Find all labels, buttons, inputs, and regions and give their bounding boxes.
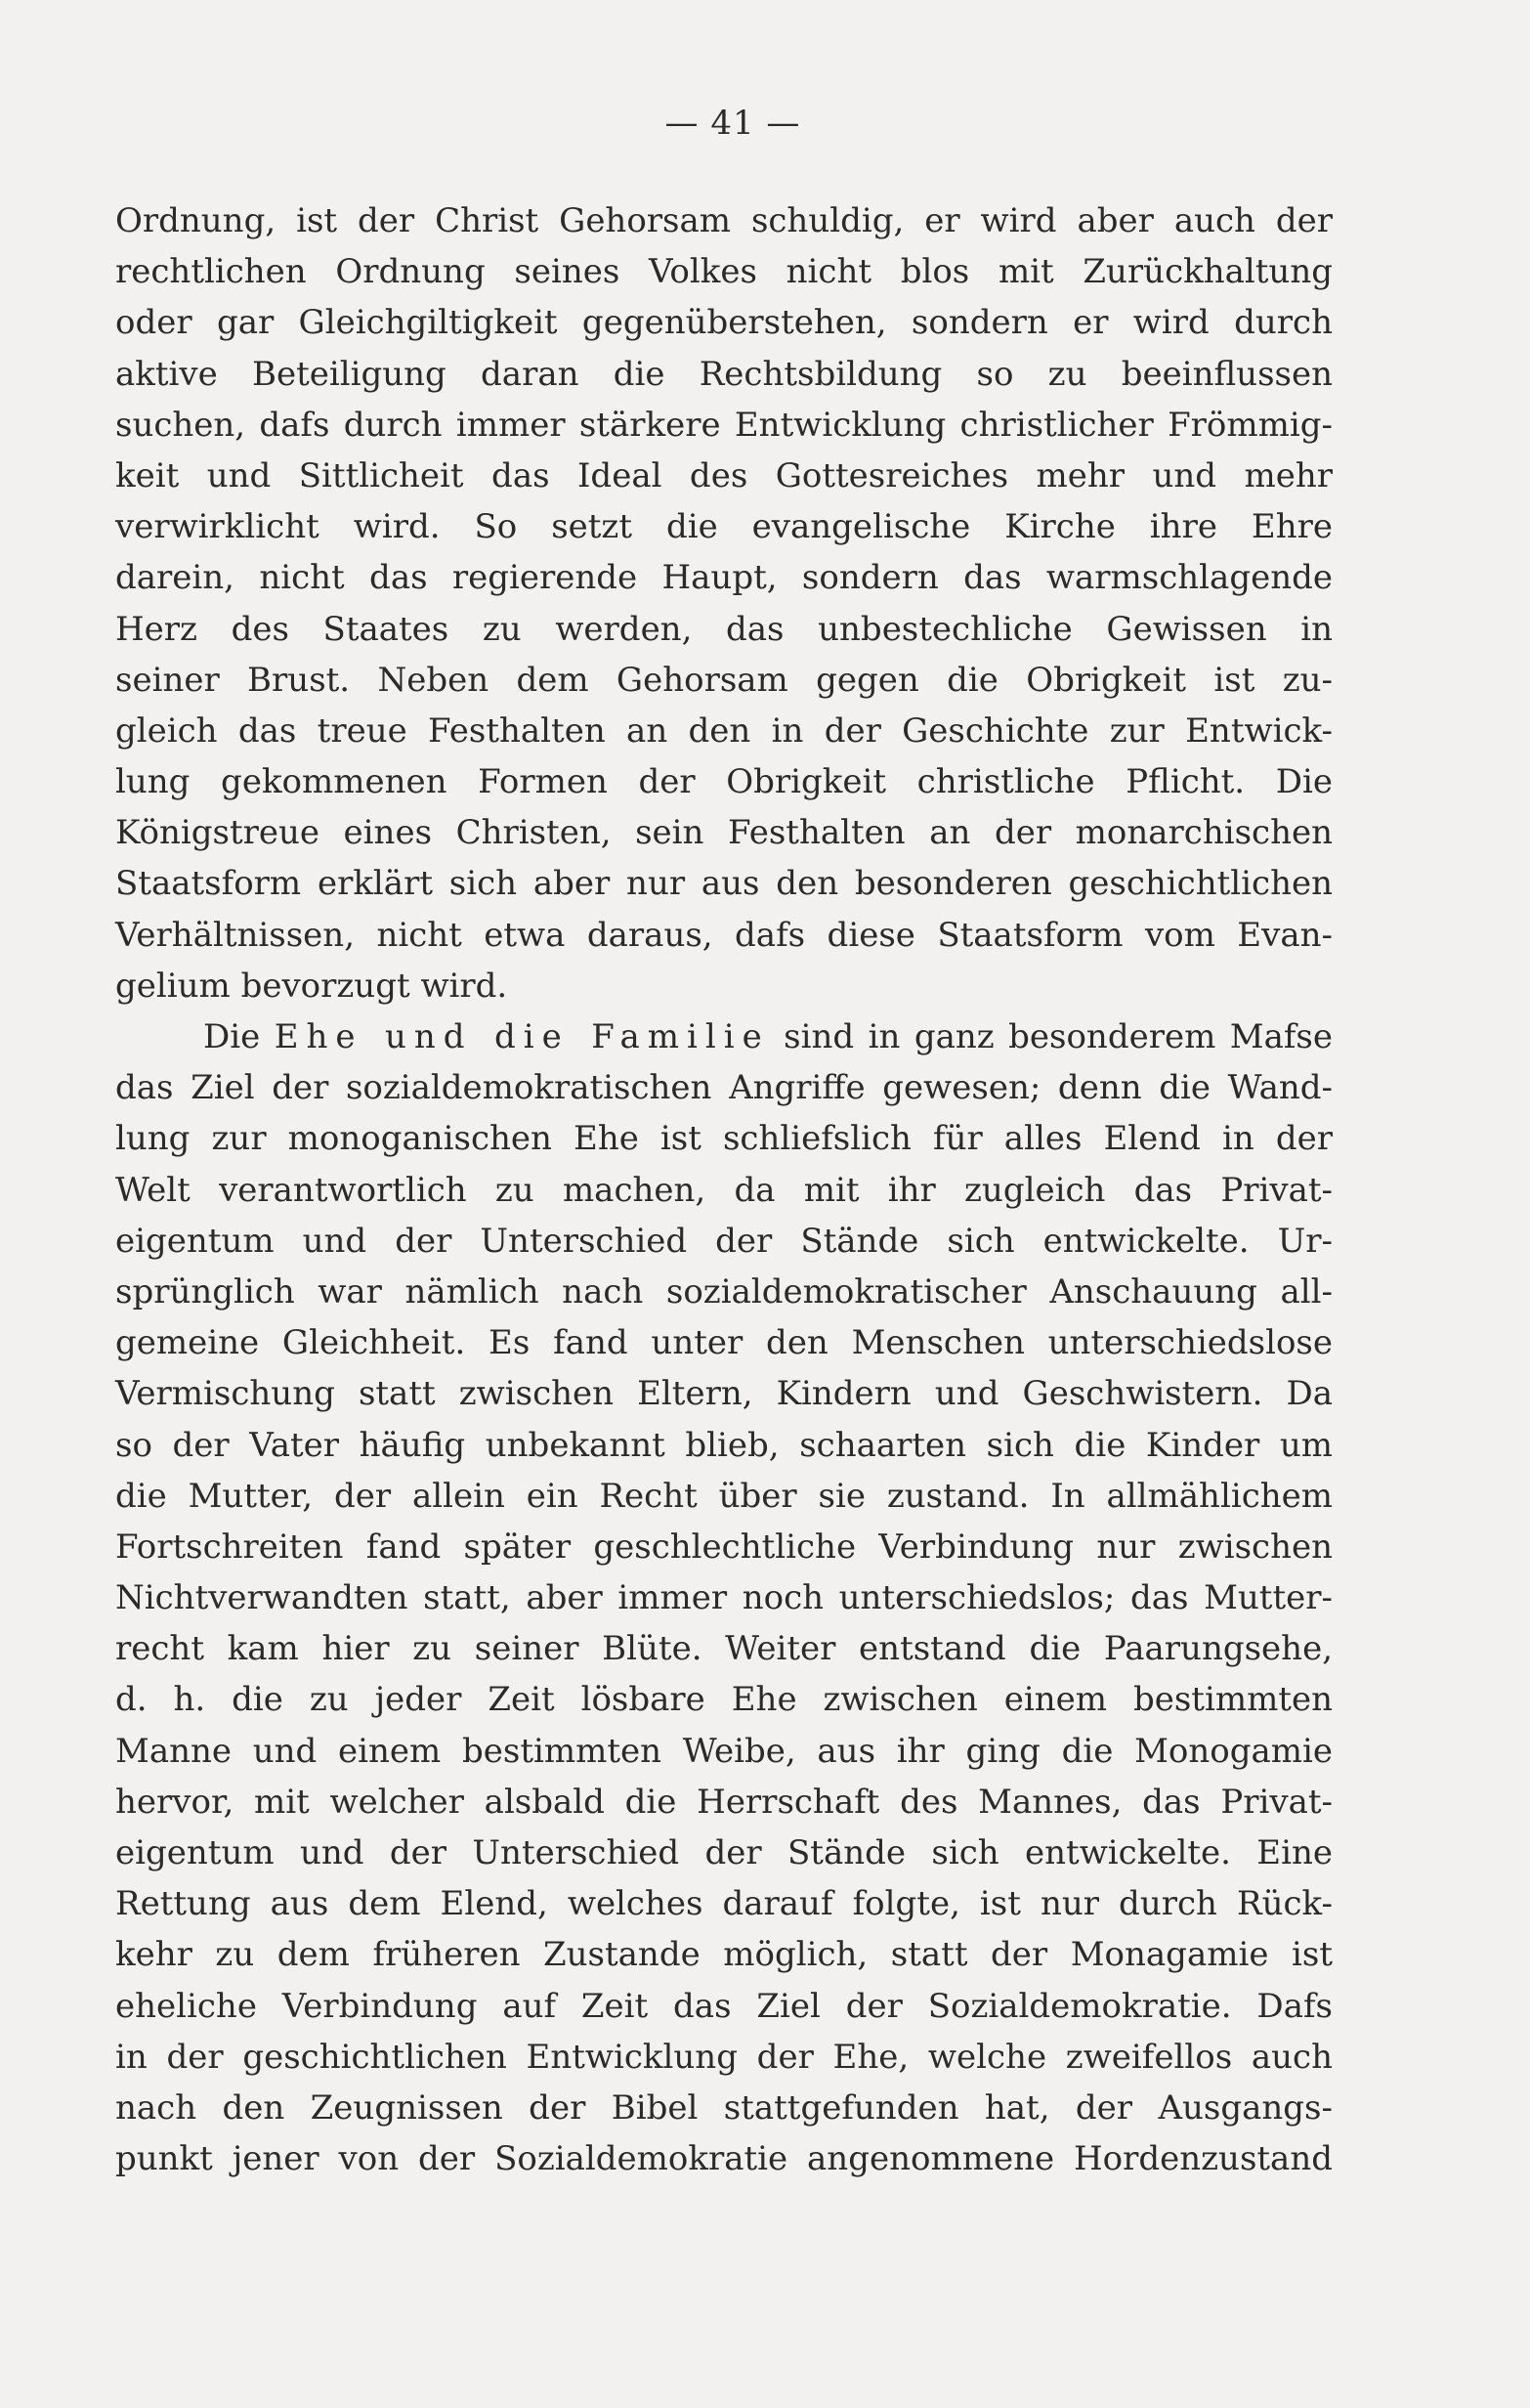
text-line: seiner Brust. Neben dem Gehorsam gegen die Obrigkeit ist zu-: [115, 660, 1333, 700]
text-line: gleich das treue Festhalten an den in der Geschichte zur Entwick-: [115, 710, 1333, 751]
emphasized-phrase: Ehe und die Familie: [274, 1017, 770, 1056]
text-line: Rettung aus dem Elend, welches darauf folgte, ist nur durch Rück-: [115, 1884, 1333, 1924]
text-line: Herz des Staates zu werden, das unbestechliche Gewissen in: [115, 609, 1333, 649]
text-line: aktive Beteiligung daran die Rechtsbildung so zu beeinflussen: [115, 354, 1333, 394]
text-line: kehr zu dem früheren Zustande möglich, statt der Monagamie ist: [115, 1935, 1333, 1975]
page-number: — 41 —: [664, 104, 801, 143]
text-line: eigentum und der Unterschied der Stände sich entwickelte. Ur-: [115, 1221, 1333, 1261]
text-line: Ordnung, ist der Christ Gehorsam schuldig, er wird aber auch der: [115, 201, 1333, 240]
text-fragment: sind in ganz besonderem Mafse: [769, 1017, 1333, 1056]
paragraph-first-line: [115, 1011, 1333, 1062]
text-line: suchen, dafs durch immer stärkere Entwicklung christlicher Frömmig-: [115, 405, 1333, 445]
text-line: Welt verantwortlich zu machen, da mit ihr zugleich das Privat-: [115, 1170, 1333, 1210]
text-line: Staatsform erklärt sich aber nur aus den besonderen geschichtlichen: [115, 864, 1333, 904]
text-line: sprünglich war nämlich nach sozialdemokratischer Anschauung all-: [115, 1271, 1333, 1312]
text-line: eigentum und der Unterschied der Stände sich entwickelte. Eine: [115, 1833, 1333, 1872]
text-line: so der Vater häufig unbekannt blieb, schaarten sich die Kinder um: [115, 1425, 1333, 1465]
text-line: darein, nicht das regierende Haupt, sondern das warmschlagende: [115, 558, 1333, 598]
text-line: recht kam hier zu seiner Blüte. Weiter entstand die Paarungsehe,: [115, 1629, 1333, 1669]
text-line: lung zur monoganischen Ehe ist schliefslich für alles Elend in der: [115, 1119, 1333, 1159]
text-line: rechtlichen Ordnung seines Volkes nicht blos mit Zurückhaltung: [115, 252, 1333, 292]
text-line: oder gar Gleichgiltigkeit gegenüberstehen, sondern er wird durch: [115, 303, 1333, 343]
text-line: Königstreue eines Christen, sein Festhalten an der monarchischen: [115, 813, 1333, 853]
text-fragment: Die: [203, 1017, 275, 1056]
text-line: punkt jener von der Sozialdemokratie angenommene Hordenzustand: [115, 2139, 1333, 2179]
text-line: lung gekommenen Formen der Obrigkeit christliche Pflicht. Die: [115, 762, 1333, 802]
text-line: Verhältnissen, nicht etwa daraus, dafs diese Staatsform vom Evan-: [115, 915, 1333, 955]
body-text: [115, 195, 1333, 2184]
text-line: das Ziel der sozialdemokratischen Angriffe gewesen; denn die Wand-: [115, 1068, 1333, 1108]
text-line: in der geschichtlichen Entwicklung der Ehe, welche zweifellos auch: [115, 2037, 1333, 2077]
text-line: nach den Zeugnissen der Bibel stattgefunden hat, der Ausgangs-: [115, 2087, 1333, 2128]
text-line: gemeine Gleichheit. Es fand unter den Menschen unterschiedslose: [115, 1323, 1333, 1363]
text-line: d. h. die zu jeder Zeit lösbare Ehe zwischen einem bestimmten: [115, 1680, 1333, 1720]
text-line: Nichtverwandten statt, aber immer noch unterschiedslos; das Mutter-: [115, 1578, 1333, 1618]
text-line: verwirklicht wird. So setzt die evangelische Kirche ihre Ehre: [115, 507, 1333, 547]
text-line: eheliche Verbindung auf Zeit das Ziel der Sozialdemokratie. Dafs: [115, 1986, 1333, 2026]
text-line: hervor, mit welcher alsbald die Herrschaft des Mannes, das Privat-: [115, 1782, 1333, 1822]
text-line: keit und Sittlicheit das Ideal des Gottesreiches mehr und mehr: [115, 455, 1333, 495]
text-line: Vermischung statt zwischen Eltern, Kindern und Geschwistern. Da: [115, 1374, 1333, 1414]
text-line: Manne und einem bestimmten Weibe, aus ihr ging die Monogamie: [115, 1731, 1333, 1771]
text-line: die Mutter, der allein ein Recht über sie zustand. In allmählichem: [115, 1476, 1333, 1516]
text-line: gelium bevorzugt wird.: [115, 966, 508, 1006]
text-line: Fortschreiten fand später geschlechtliche Verbindung nur zwischen: [115, 1526, 1333, 1567]
